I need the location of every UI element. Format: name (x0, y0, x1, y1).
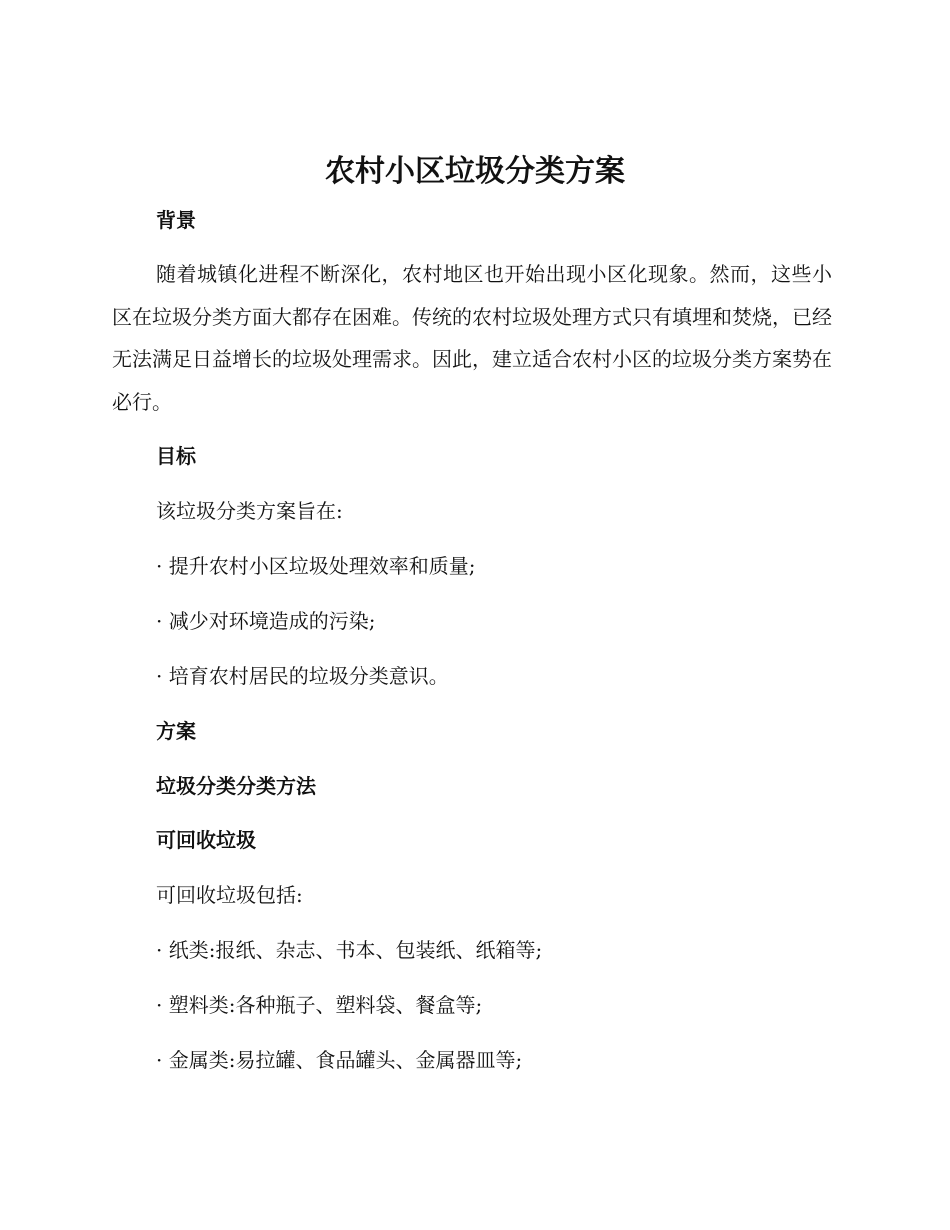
goal-list-item: · 培育农村居民的垃圾分类意识。 (156, 664, 449, 688)
recyclable-list-item: · 纸类:报纸、杂志、书本、包装纸、纸箱等; (156, 938, 543, 962)
section-heading-goals: 目标 (156, 444, 196, 468)
background-paragraph: 随着城镇化进程不断深化，农村地区也开始出现小区化现象。然而，这些小区在垃圾分类方面大都存在困难。传统的农村垃圾处理方式只有填埋和焚烧，已经无法满足日益增长的垃圾处理需求。因此，建立适合农村小区的垃圾分类方案势在必行。 (112, 262, 832, 414)
subheading-classification-method: 垃圾分类分类方法 (156, 774, 316, 798)
document-title: 农村小区垃圾分类方案 (325, 154, 625, 189)
recyclable-intro: 可回收垃圾包括: (156, 883, 303, 907)
recyclable-list-item: · 塑料类:各种瓶子、塑料袋、餐盒等; (156, 993, 483, 1017)
section-heading-background: 背景 (156, 208, 196, 232)
subheading-recyclable: 可回收垃圾 (156, 828, 256, 852)
goal-list-item: · 减少对环境造成的污染; (156, 609, 376, 633)
recyclable-list-item: · 金属类:易拉罐、食品罐头、金属器皿等; (156, 1048, 523, 1072)
goal-list-item: · 提升农村小区垃圾处理效率和质量; (156, 554, 476, 578)
goals-intro: 该垃圾分类方案旨在: (156, 499, 343, 523)
section-heading-plan: 方案 (156, 719, 196, 743)
